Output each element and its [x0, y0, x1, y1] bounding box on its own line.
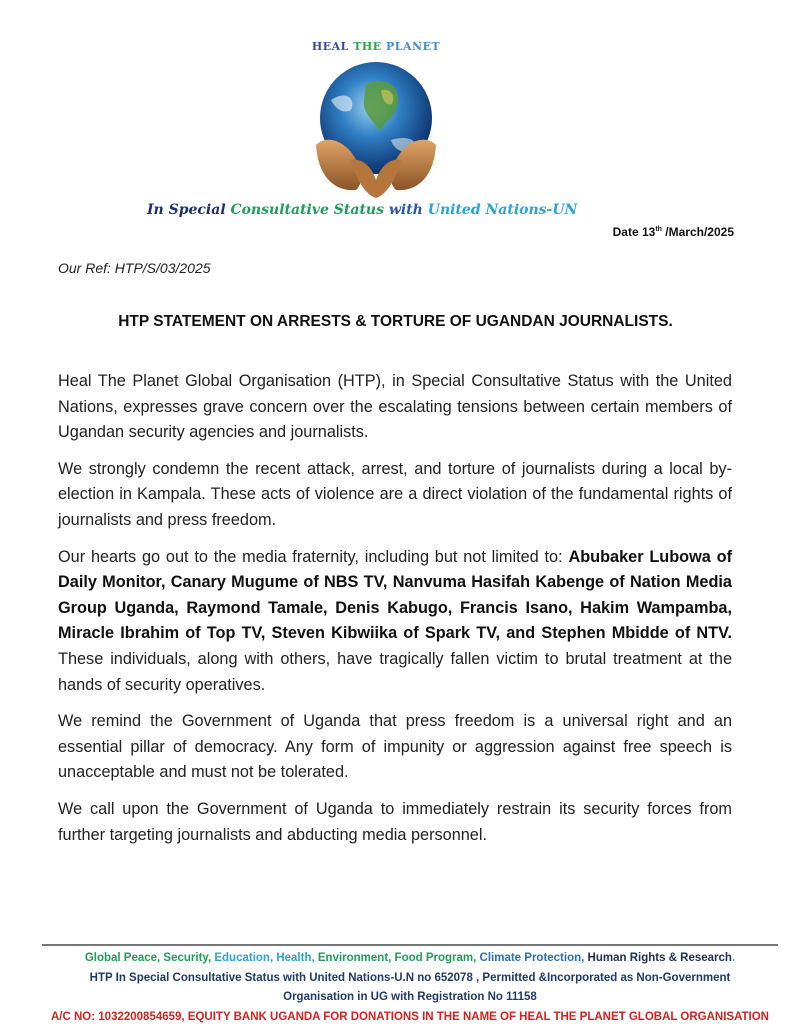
footer-segment: Education, Health,	[214, 952, 318, 964]
footer-mission-line	[42, 949, 778, 969]
footer-segment: Global Peace, Security,	[85, 952, 215, 964]
tagline-part: Consultative Status	[231, 202, 384, 218]
journalist-names: Abubaker Lubowa of Daily Monitor, Canary Mugume of NBS TV, Nanvuma Hasifah Kabenge of Nation Media Group Uganda, Raymond Tamale, Denis Kabugo, Francis Isano, Hakim Wampamba, Miracle Ibrahim of Top TV, Steven Kibwiika of Spark TV, and Stephen Mbidde of NTV.	[58, 548, 732, 643]
logo-word-the: THE	[353, 40, 381, 53]
tagline-part: United Nations-UN	[428, 202, 578, 218]
footer-segment: Human Rights & Research	[588, 952, 732, 964]
statement-body	[58, 369, 732, 859]
paragraph-end: These individuals, along with others, have tragically fallen victim to brutal treatment at the hands of security operatives.	[58, 650, 732, 694]
globe-in-hands-icon	[296, 40, 456, 200]
organisation-logo	[296, 40, 456, 200]
paragraph-intro: Our hearts go out to the media fraternity, including but not limited to:	[58, 548, 568, 566]
reference-number: Our Ref: HTP/S/03/2025	[58, 260, 211, 276]
footer-registration-line: HTP In Special Consultative Status with United Nations-U.N no 652078 , Permitted &Incorporated as Non-Government	[42, 969, 778, 989]
paragraph: Heal The Planet Global Organisation (HTP), in Special Consultative Status with the United Nations, expresses grave concern over the escalating tensions between certain members of Ugandan security agencies and journalists.	[58, 369, 732, 446]
consultative-status-tagline	[147, 202, 577, 218]
date-rest: /March/2025	[662, 225, 734, 239]
footer-segment: .	[732, 952, 735, 964]
date-prefix: Date 13	[613, 225, 656, 239]
footer-segment: Climate Protection,	[480, 952, 588, 964]
paragraph: We call upon the Government of Uganda to immediately restrain its security forces from further targeting journalists and abducting media personnel.	[58, 797, 732, 848]
date-ordinal: th	[655, 226, 662, 233]
footer-registration-line: Organisation in UG with Registration No 11158	[42, 988, 778, 1008]
footer-bank-account: A/C NO: 1032200854659, EQUITY BANK UGANDA FOR DONATIONS IN THE NAME OF HEAL THE PLANET GLOBAL ORGANISATION	[42, 1008, 778, 1027]
logo-word-heal: HEAL	[312, 40, 349, 53]
letterhead-footer	[42, 944, 778, 1027]
paragraph: We remind the Government of Uganda that press freedom is a universal right and an essential pillar of democracy. Any form of impunity or aggression against free speech is unacceptable and must not be tolerated.	[58, 709, 732, 786]
logo-word-planet: PLANET	[386, 40, 440, 53]
paragraph-journalists	[58, 545, 732, 699]
statement-title: HTP STATEMENT ON ARRESTS & TORTURE OF UGANDAN JOURNALISTS.	[0, 313, 791, 331]
tagline-part: In Special	[147, 202, 226, 218]
letter-date	[613, 225, 734, 239]
tagline-part: with	[389, 202, 423, 218]
paragraph: We strongly condemn the recent attack, arrest, and torture of journalists during a local by-election in Kampala. These acts of violence are a direct violation of the fundamental rights of journalists and press freedom.	[58, 457, 732, 534]
footer-segment: Environment, Food Program,	[318, 952, 480, 964]
